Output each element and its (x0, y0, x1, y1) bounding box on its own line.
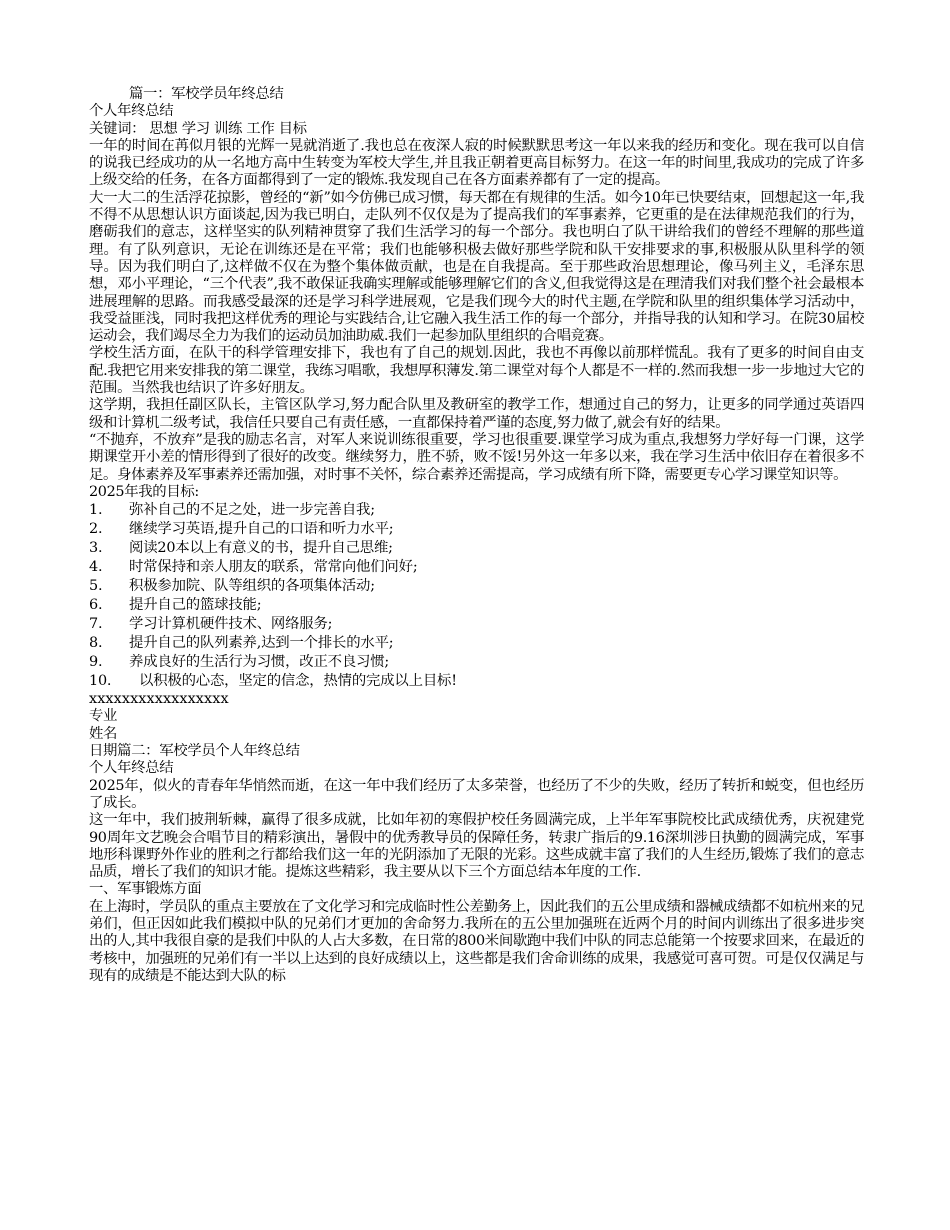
separator-line: xxxxxxxxxxxxxxxxx (89, 691, 229, 708)
goal-text: 以积极的心态，坚定的信念，热情的完成以上目标! (139, 673, 457, 690)
goal-item (89, 558, 864, 577)
goal-number: 3. (89, 540, 103, 557)
field-name: 姓名 (89, 725, 118, 742)
doc-subtitle-1: 个人年终总结 (89, 103, 174, 120)
goals-heading: 2025年我的目标: (89, 483, 199, 500)
goal-item (89, 577, 864, 596)
goal-text: 积极参加院、队等组织的各项集体活动; (129, 578, 375, 595)
doc-title-1: 篇一：军校学员年终总结 (129, 86, 284, 102)
goal-item (89, 634, 864, 653)
goal-item (89, 520, 864, 539)
goal-text: 提升自己的篮球技能; (129, 597, 262, 614)
goal-number: 4. (89, 559, 103, 576)
keywords-line: 关键词： 思想 学习 训练 工作 目标 (89, 120, 307, 137)
goal-item (89, 653, 864, 672)
goal-number: 2. (89, 521, 103, 538)
field-major: 专业 (89, 708, 118, 725)
goal-item (89, 596, 864, 615)
document-page (89, 86, 864, 985)
doc-title-2: 日期篇二：军校学员个人年终总结 (89, 743, 300, 760)
goal-number: 10. (89, 673, 112, 690)
goal-number: 9. (89, 654, 103, 671)
goal-number: 8. (89, 635, 103, 652)
goal-text: 养成良好的生活行为习惯，改正不良习惯; (129, 654, 390, 671)
goal-item (89, 672, 864, 691)
goal-number: 7. (89, 616, 103, 633)
section-heading: 一、军事锻炼方面 (89, 881, 202, 898)
goal-text: 继续学习英语,提升自己的口语和听力水平; (129, 521, 394, 538)
goal-number: 5. (89, 578, 103, 595)
goal-number: 6. (89, 597, 103, 614)
paragraph: 这学期，我担任副区队长，主管区队学习,努力配合队里及教研室的教学工作，想通过自己的努力，让更多的同学通过英语四级和计算机二级考试，我信任只要自己有责任感，一直都保持着严谨的态度,努力做了,就会有好的结果。 (89, 397, 864, 431)
goal-item (89, 615, 864, 634)
goal-item (89, 539, 864, 558)
goal-text: 提升自己的队列素养,达到一个排长的水平; (129, 635, 394, 652)
paragraph: 一年的时间在苒似月银的光辉一晃就消逝了.我也总在夜深人寂的时候默默思考这一年以来我的经历和变化。现在我可以自信的说我已经成功的从一名地方高中生转变为军校大学生,并且我正朝着更高目标努力。在这一年的时间里,我成功的完成了许多上级交给的任务，在各方面都得到了一定的锻炼.我发现自己在各方面素养都有了一定的提高。 (89, 137, 864, 189)
paragraph: 这一年中，我们披荆斩棘，赢得了很多成就，比如年初的寒假护校任务圆满完成，上半年军事院校比武成绩优秀，庆祝建党90周年文艺晚会合唱节目的精彩演出，暑假中的优秀教导员的保障任务，转隶广指后的9.16深圳涉日执勤的圆满完成，军事地形科课野外作业的胜利之行都给我们这一年的光阴添加了无限的光彩。这些成就丰富了我们的人生经历,锻炼了我们的意志品质，增长了我们的知识才能。提炼这些精彩，我主要从以下三个方面总结本年度的工作. (89, 812, 864, 881)
goal-text: 阅读20本以上有意义的书，提升自己思维; (129, 540, 393, 557)
goal-number: 1. (89, 502, 103, 519)
goal-text: 时常保持和亲人朋友的联系，常常向他们问好; (129, 559, 418, 576)
paragraph: “不抛弃，不放弃”是我的励志名言，对军人来说训练很重要，学习也很重要.课堂学习成为重点,我想努力学好每一门课，这学期课堂开小差的情形得到了很好的改变。继续努力，胜不骄，败不馁!另外这一年多以来，我在学习生活中依旧存在着很多不足。身体素养及军事素养还需加强，对时事不关怀，综合素养还需提高，学习成绩有所下降，需要更专心学习课堂知识等。 (89, 431, 864, 483)
doc-subtitle-2: 个人年终总结 (89, 760, 174, 777)
goal-item (89, 501, 864, 520)
paragraph: 学校生活方面，在队干的科学管理安排下，我也有了自己的规划.因此，我也不再像以前那样慌乱。我有了更多的时间自由支配.我把它用来安排我的第二课堂，我练习唱歌，我想厚积薄发.第二课堂对每个人都是不一样的.然而我想一步一步地过大它的范围。当然我也结识了许多好朋友。 (89, 345, 864, 397)
paragraph: 大一大二的生活浮花掠影，曾经的“新”如今仿佛已成习惯，每天都在有规律的生活。如今10年已快要结束，回想起这一年,我不得不从思想认识方面谈起,因为我已明白，走队列不仅仅是为了提高我们的军事素养，它更重的是在法律规范我们的行为，磨砺我们的意志，这样坚实的队列精神贯穿了我们生活学习的每一个部分。我也明白了队干讲给我们的曾经不理解的那些道理。有了队列意识，无论在训练还是在平常；我们也能够积极去做好那些学院和队干安排要求的事,积极服从队里科学的领导。因为我们明白了,这样做不仅在为整个集体做贡献，也是在自我提高。至于那些政治思想理论，像马列主义，毛泽东思想，邓小平理论，“三个代表”,我不敢保证我确实理解或能够理解它们的含义,但我觉得这是在理清我们对我们整个社会最根本进展理解的思路。而我感受最深的还是学习科学进展观，它是我们现今大的时代主题,在学院和队里的组织集体学习活动中，我受益匪浅，同时我把这样优秀的理论与实践结合,让它融入我生活工作的每一个部分，并指导我的认知和学习。在院30届校运动会，我们竭尽全力为我们的运动员加油助威.我们一起参加队里组织的合唱竞赛。 (89, 189, 864, 345)
goal-text: 弥补自己的不足之处，进一步完善自我; (129, 502, 375, 519)
goal-text: 学习计算机硬件技术、网络服务; (129, 616, 333, 633)
paragraph: 在上海时，学员队的重点主要放在了文化学习和完成临时性公差勤务上，因此我们的五公里成绩和器械成绩都不如杭州来的兄弟们，但正因如此我们模拟中队的兄弟们才更加的舍命努力.我所在的五公里加强班在近两个月的时间内训练出了很多进步突出的人,其中我很自豪的是我们中队的人占大多数，在日常的800米间歇跑中我们中队的同志总能第一个按要求回来，在最近的考核中，加强班的兄弟们有一半以上达到的良好成绩以上，这些都是我们舍命训练的成果，我感觉可喜可贺。可是仅仅满足与现有的成绩是不能达到大队的标 (89, 898, 864, 984)
paragraph: 2025年，似火的青春年华悄然而逝，在这一年中我们经历了太多荣誉，也经历了不少的失败，经历了转折和蜕变，但也经历了成长。 (89, 777, 864, 811)
